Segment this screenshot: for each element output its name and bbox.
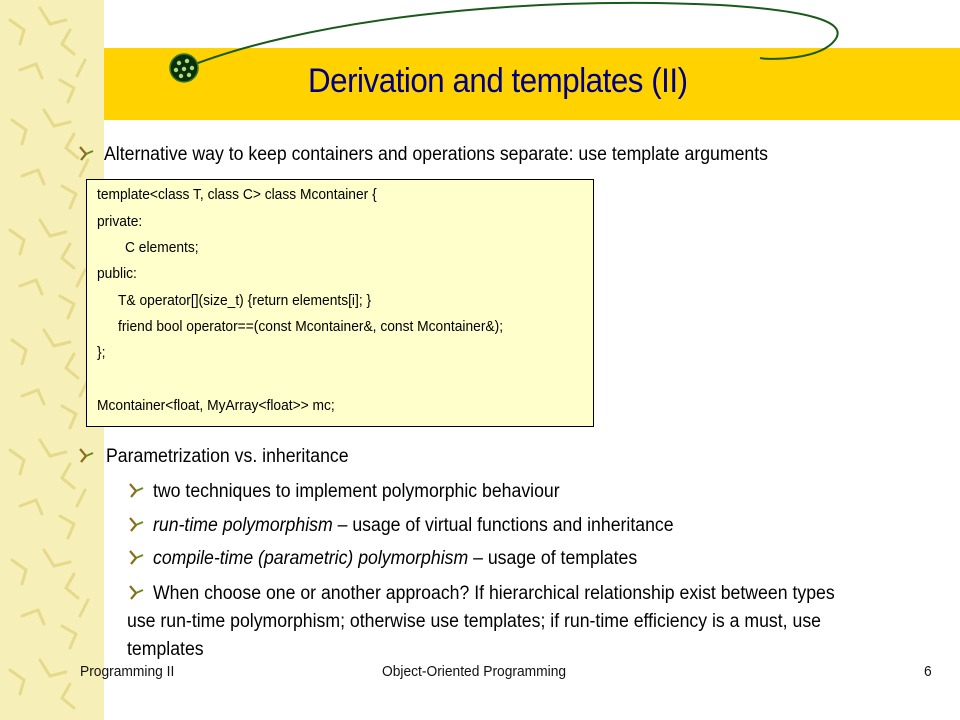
code-line: T& operator[](size_t) {return elements[i]; } [118,292,372,309]
bullet-text-1: Alternative way to keep containers and operations separate: use template arguments [104,144,769,165]
bullet-icon [77,144,95,162]
sub-bullet-rest: – usage of templates [468,548,638,569]
sub-bullet-icon [127,548,145,566]
emphasis-text: run-time polymorphism [153,515,333,536]
code-line: public: [97,265,137,282]
code-block [86,179,594,427]
sub-bullet-icon [127,583,145,601]
code-line: friend bool operator==(const Mcontainer&, const Mcontainer&); [118,318,504,335]
sub-bullet-text-4-line-2: use run-time polymorphism; otherwise use templates; if run-time efficiency is a must, use [127,611,821,632]
slide-title: Derivation and templates (II) [308,62,688,100]
sub-bullet-text-4-line-1: When choose one or another approach? If hierarchical relationship exist between types [153,583,835,604]
bullet-text-2: Parametrization vs. inheritance [106,446,349,467]
page-number: 6 [924,663,932,680]
sub-bullet-text-2 [153,515,674,537]
footer-center: Object-Oriented Programming [382,663,567,680]
sub-bullet-text-4-line-3: templates [127,639,204,660]
sub-bullet-text-3 [153,548,637,570]
code-line: private: [97,213,143,230]
bullet-icon [77,446,95,464]
code-line: C elements; [125,239,199,256]
sub-bullet-icon [127,515,145,533]
footer-left: Programming II [80,663,175,680]
code-line: Mcontainer<float, MyArray<float>> mc; [97,397,335,414]
code-line: template<class T, class C> class Mcontainer { [97,186,377,203]
code-line: }; [97,344,106,361]
sub-bullet-rest: – usage of virtual functions and inheritance [332,515,674,536]
sub-bullet-icon [127,481,145,499]
sub-bullet-text-1: two techniques to implement polymorphic behaviour [153,481,560,502]
emphasis-text: compile-time (parametric) polymorphism [153,548,469,569]
